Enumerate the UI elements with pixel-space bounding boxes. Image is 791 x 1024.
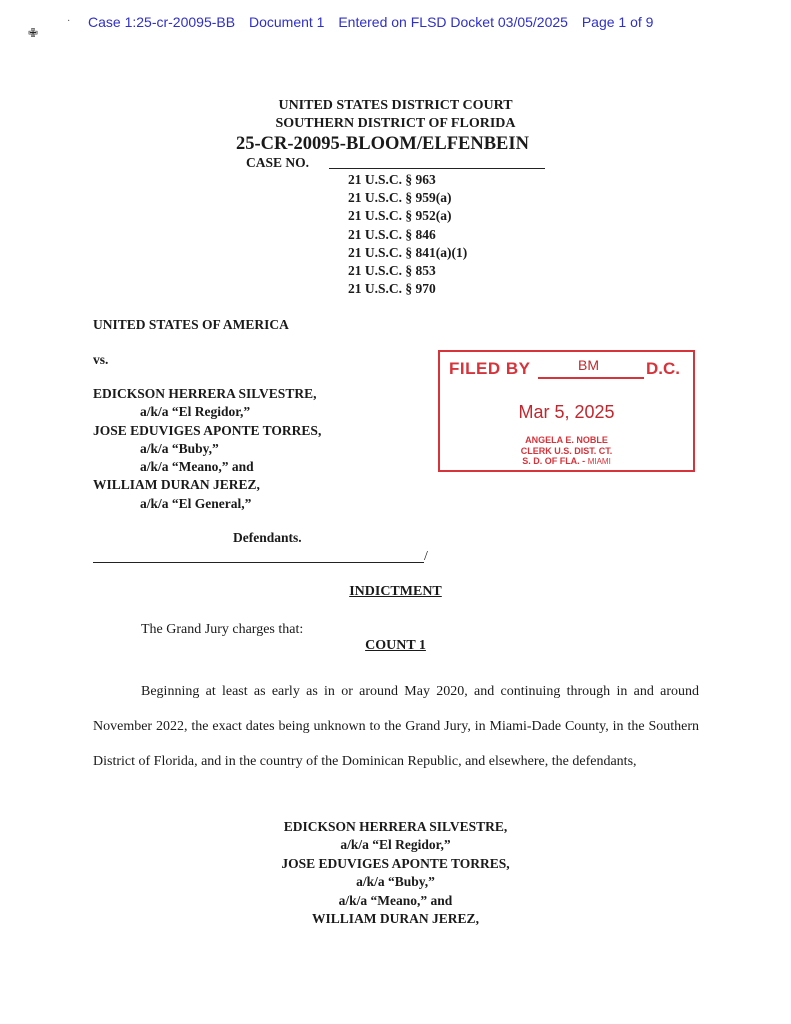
ecf-header (88, 14, 663, 30)
stamp-clerk-name: ANGELA E. NOBLE (525, 435, 608, 445)
defendant-alias: a/k/a “Buby,” (356, 874, 435, 890)
defendants-block (0, 818, 791, 928)
filed-stamp (438, 350, 695, 472)
defendant-name: WILLIAM DURAN JEREZ, (312, 911, 479, 927)
court-district: SOUTHERN DISTRICT OF FLORIDA (275, 116, 516, 131)
statute-item: 21 U.S.C. § 952(a) (348, 208, 452, 224)
count-title: COUNT 1 (365, 638, 426, 653)
caption-slash: / (424, 549, 428, 564)
defendant-alias: a/k/a “El General,” (140, 495, 252, 511)
scan-dot: · (67, 16, 71, 27)
stamp-clerk-block (440, 435, 693, 468)
ecf-entered-date: Entered on FLSD Docket 03/05/2025 (338, 14, 568, 30)
defendant-name: EDICKSON HERRERA SILVESTRE, (93, 386, 317, 401)
ecf-document-number: Document 1 (248, 14, 325, 30)
grand-jury-intro: The Grand Jury charges that: (141, 622, 304, 637)
defendant-name: JOSE EDUVIGES APONTE TORRES, (281, 855, 510, 871)
defendant-alias: a/k/a “Meano,” and (140, 459, 254, 475)
stamp-initials: BM (578, 357, 599, 373)
stamp-initials-line (538, 377, 644, 379)
defendant-alias: a/k/a “Meano,” and (338, 892, 453, 908)
case-no-blank-line (329, 168, 545, 169)
defendant-alias: a/k/a “El Regidor,” (340, 837, 451, 853)
stamp-dc: D.C. (646, 359, 680, 378)
stamp-filed-by: FILED BY (449, 359, 531, 378)
indictment-heading (0, 584, 791, 600)
paragraph-text: Beginning at least as early as in or around May 2020, and continuing through in and around November 2022, the exact dates being unknown to the Grand Jury, in Miami-Dade County, in the Southern District of Florida, and in the country of the Dominican Republic, and elsewhere, the defendants, (93, 684, 699, 769)
defendant-name: WILLIAM DURAN JEREZ, (93, 477, 260, 493)
count-heading (0, 638, 791, 654)
defendant-name: JOSE EDUVIGES APONTE TORRES, (93, 422, 322, 438)
ecf-page-count: Page 1 of 9 (581, 14, 654, 30)
versus-label: vs. (93, 352, 109, 367)
plaintiff-name: UNITED STATES OF AMERICA (93, 317, 289, 332)
stamp-date: Mar 5, 2025 (518, 402, 615, 422)
stamp-division: MIAMI (587, 457, 611, 466)
defendant-name: EDICKSON HERRERA SILVESTRE, (283, 819, 508, 834)
statute-item: 21 U.S.C. § 970 (348, 281, 436, 297)
case-number-handwritten: 25-CR-20095-BLOOM/ELFENBEIN (236, 134, 529, 154)
ecf-case-number: Case 1:25-cr-20095-BB (88, 14, 236, 30)
defendant-alias: a/k/a “Buby,” (140, 440, 219, 456)
stamp-district: S. D. OF FLA. - (522, 456, 586, 466)
statute-item: 21 U.S.C. § 963 (348, 172, 436, 187)
court-name: UNITED STATES DISTRICT COURT (278, 98, 513, 113)
stamp-district-line (440, 456, 693, 468)
stamp-clerk-title: CLERK U.S. DIST. CT. (520, 445, 613, 456)
scan-mark: ✙ (28, 26, 39, 40)
statute-item: 21 U.S.C. § 841(a)(1) (348, 244, 468, 260)
case-no-label: CASE NO. (246, 155, 310, 170)
count-paragraph (93, 674, 699, 779)
statute-item: 21 U.S.C. § 853 (348, 263, 436, 279)
caption-defendants (93, 385, 321, 513)
indictment-title: INDICTMENT (349, 584, 442, 599)
statute-item: 21 U.S.C. § 846 (348, 226, 436, 242)
defendants-label: Defendants. (233, 530, 302, 545)
caption-rule (93, 562, 424, 563)
statute-list (348, 171, 467, 298)
defendant-alias: a/k/a “El Regidor,” (140, 404, 251, 420)
statute-item: 21 U.S.C. § 959(a) (348, 190, 452, 206)
